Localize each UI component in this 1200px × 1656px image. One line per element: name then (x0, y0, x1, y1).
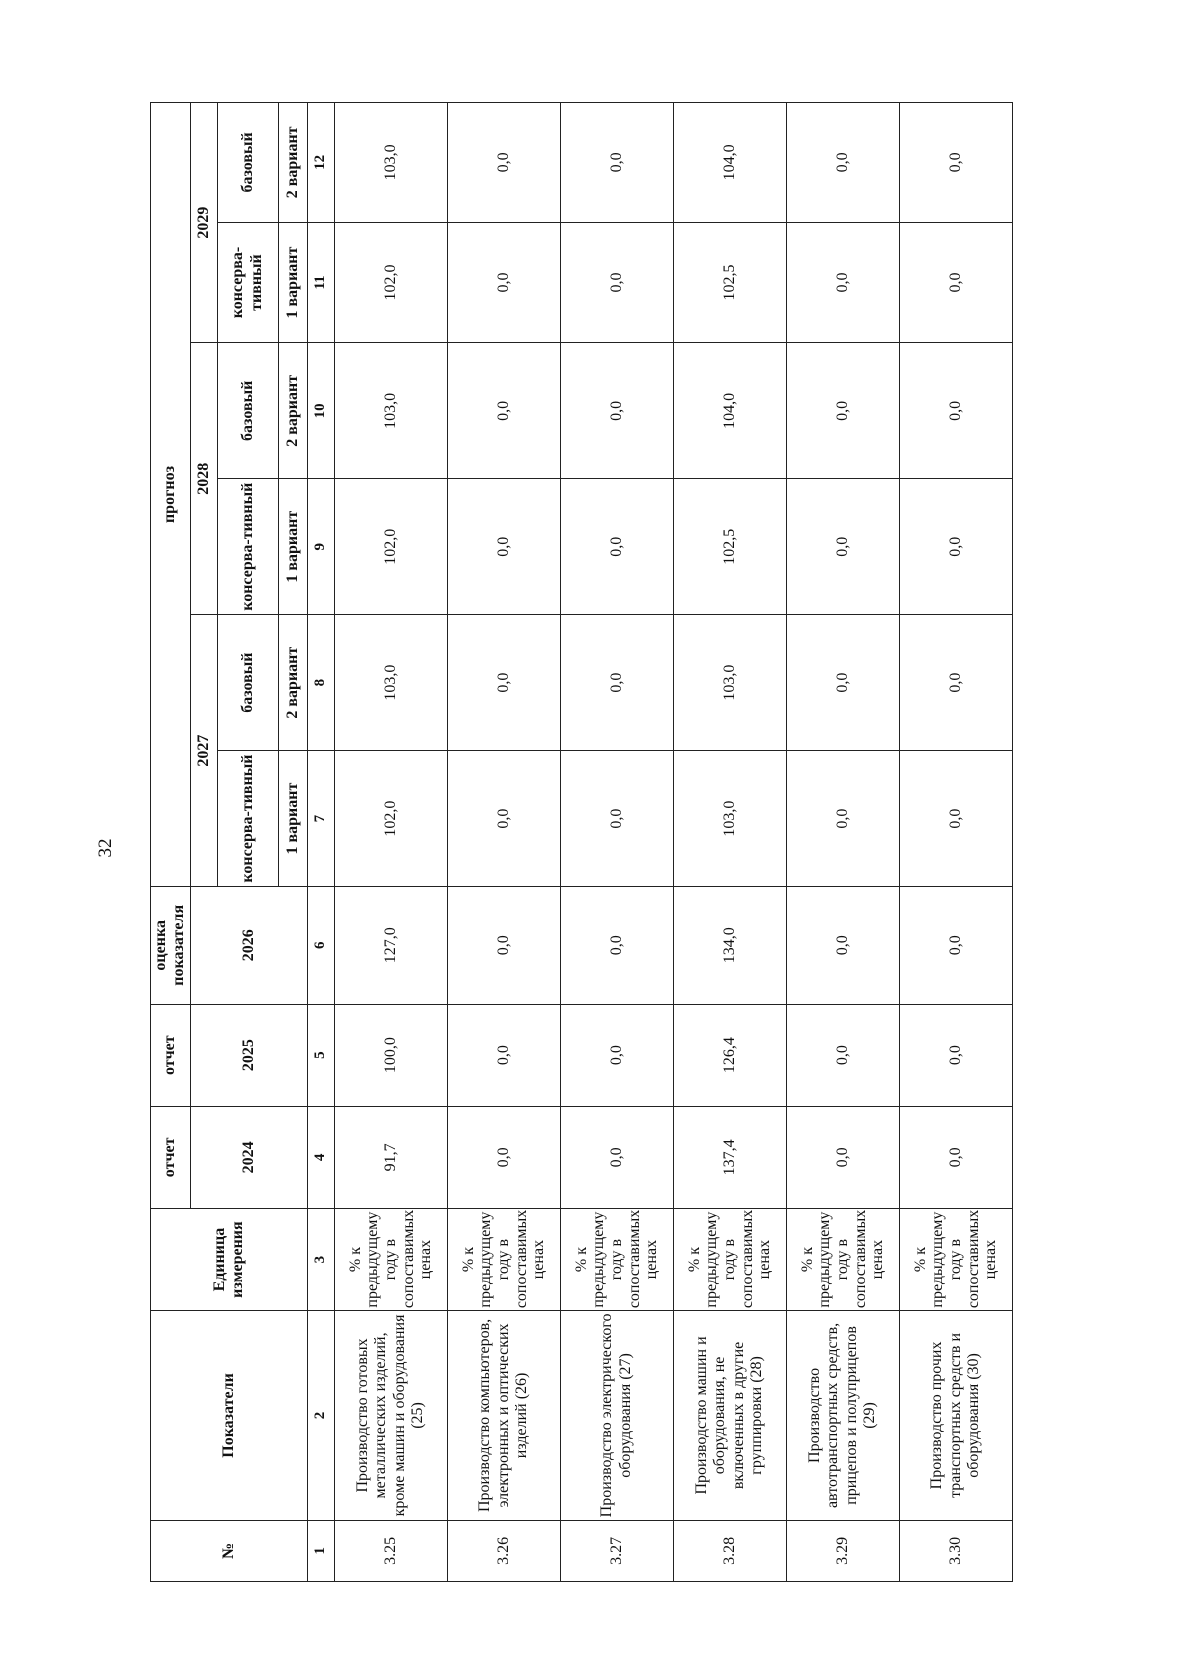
column-number: 11 (307, 222, 334, 343)
column-number-row (307, 103, 334, 1582)
indicator-name: Производство электрического оборудования (27) (560, 1311, 673, 1521)
table-row (560, 103, 673, 1582)
value-2027-base: 0,0 (899, 615, 1012, 751)
page-number: 32 (95, 838, 116, 858)
header-year-2028: 2028 (190, 343, 217, 615)
table-row (334, 103, 447, 1582)
value-2028-conservative: 0,0 (899, 479, 1012, 615)
indicator-name: Производство автотранспортных средств, прицепов и полуприцепов (29) (786, 1311, 899, 1521)
forecast-table (150, 102, 1013, 1582)
value-2027-base: 103,0 (673, 615, 786, 751)
column-number: 7 (307, 751, 334, 887)
indicator-name: Производство готовых металлических изделий, кроме машин и оборудования (25) (334, 1311, 447, 1521)
table-row (673, 103, 786, 1582)
header-year-2024: 2024 (190, 1106, 307, 1208)
header-base-2029: базовый (217, 103, 278, 223)
value-2026: 0,0 (899, 887, 1012, 1005)
value-2024: 137,4 (673, 1106, 786, 1208)
value-2026: 0,0 (447, 887, 560, 1005)
unit-cell: % к предыдущему году в сопоставимых ценах (447, 1208, 560, 1310)
unit-cell: % к предыдущему году в сопоставимых ценах (334, 1208, 447, 1310)
value-2027-base: 0,0 (786, 615, 899, 751)
unit-cell: % к предыдущему году в сопоставимых ценах (560, 1208, 673, 1310)
table-header (151, 103, 335, 1582)
header-conservative-2029: консерва-тивный (217, 222, 278, 343)
value-2027-conservative: 0,0 (786, 751, 899, 887)
column-number: 4 (307, 1106, 334, 1208)
header-no: № (151, 1520, 308, 1581)
row-number: 3.30 (899, 1520, 1012, 1581)
value-2027-base: 103,0 (334, 615, 447, 751)
value-2028-conservative: 0,0 (786, 479, 899, 615)
header-year-2025: 2025 (190, 1004, 307, 1106)
value-2029-base: 0,0 (560, 103, 673, 223)
header-year-2027: 2027 (190, 615, 217, 887)
column-number: 12 (307, 103, 334, 223)
value-2025: 100,0 (334, 1004, 447, 1106)
indicator-name: Производство прочих транспортных средств и оборудования (30) (899, 1311, 1012, 1521)
value-2028-base: 103,0 (334, 343, 447, 479)
row-number: 3.29 (786, 1520, 899, 1581)
value-2029-base: 0,0 (447, 103, 560, 223)
header-conservative-2027: консерва-тивный (217, 751, 278, 887)
value-2028-conservative: 102,0 (334, 479, 447, 615)
table-row (447, 103, 560, 1582)
row-number: 3.26 (447, 1520, 560, 1581)
value-2029-conservative: 102,5 (673, 222, 786, 343)
value-2028-base: 0,0 (560, 343, 673, 479)
indicator-name: Производство машин и оборудования, не включенных в другие группировки (28) (673, 1311, 786, 1521)
value-2026: 127,0 (334, 887, 447, 1005)
value-2025: 0,0 (786, 1004, 899, 1106)
table-row (786, 103, 899, 1582)
value-2026: 0,0 (560, 887, 673, 1005)
indicator-name: Производство компьютеров, электронных и оптических изделий (26) (447, 1311, 560, 1521)
column-number: 3 (307, 1208, 334, 1310)
value-2027-conservative: 0,0 (899, 751, 1012, 887)
value-2027-conservative: 103,0 (673, 751, 786, 887)
unit-cell: % к предыдущему году в сопоставимых ценах (899, 1208, 1012, 1310)
value-2029-conservative: 0,0 (786, 222, 899, 343)
column-number: 5 (307, 1004, 334, 1106)
header-conservative-2028: консерва-тивный (217, 479, 278, 615)
value-2025: 126,4 (673, 1004, 786, 1106)
header-report-2024: отчет (151, 1106, 191, 1208)
value-2027-conservative: 102,0 (334, 751, 447, 887)
value-2027-base: 0,0 (447, 615, 560, 751)
value-2024: 0,0 (447, 1106, 560, 1208)
header-report-2025: отчет (151, 1004, 191, 1106)
row-number: 3.25 (334, 1520, 447, 1581)
unit-cell: % к предыдущему году в сопоставимых ценах (673, 1208, 786, 1310)
value-2024: 0,0 (899, 1106, 1012, 1208)
row-number: 3.28 (673, 1520, 786, 1581)
column-number: 8 (307, 615, 334, 751)
value-2026: 0,0 (786, 887, 899, 1005)
value-2024: 0,0 (560, 1106, 673, 1208)
value-2024: 0,0 (786, 1106, 899, 1208)
value-2027-base: 0,0 (560, 615, 673, 751)
table-row (899, 103, 1012, 1582)
value-2028-base: 0,0 (786, 343, 899, 479)
value-2029-base: 103,0 (334, 103, 447, 223)
value-2028-base: 0,0 (899, 343, 1012, 479)
value-2028-base: 104,0 (673, 343, 786, 479)
value-2029-conservative: 102,0 (334, 222, 447, 343)
header-variant2-2027: 2 вариант (278, 615, 307, 751)
forecast-table-container (150, 102, 1060, 1582)
header-year-2029: 2029 (190, 103, 217, 343)
table-body (334, 103, 1012, 1582)
header-indicators: Показатели (151, 1311, 308, 1521)
value-2026: 134,0 (673, 887, 786, 1005)
row-number: 3.27 (560, 1520, 673, 1581)
value-2029-base: 0,0 (899, 103, 1012, 223)
value-2028-conservative: 102,5 (673, 479, 786, 615)
column-number: 9 (307, 479, 334, 615)
header-variant2-2028: 2 вариант (278, 343, 307, 479)
value-2025: 0,0 (560, 1004, 673, 1106)
value-2028-conservative: 0,0 (447, 479, 560, 615)
value-2029-base: 0,0 (786, 103, 899, 223)
value-2025: 0,0 (899, 1004, 1012, 1106)
column-number: 1 (307, 1520, 334, 1581)
value-2029-base: 104,0 (673, 103, 786, 223)
value-2025: 0,0 (447, 1004, 560, 1106)
value-2028-conservative: 0,0 (560, 479, 673, 615)
column-number: 2 (307, 1311, 334, 1521)
header-forecast: прогноз (151, 103, 191, 887)
value-2027-conservative: 0,0 (560, 751, 673, 887)
column-number: 10 (307, 343, 334, 479)
value-2024: 91,7 (334, 1106, 447, 1208)
column-number: 6 (307, 887, 334, 1005)
value-2029-conservative: 0,0 (899, 222, 1012, 343)
header-unit: Единица измерения (151, 1208, 308, 1310)
value-2027-conservative: 0,0 (447, 751, 560, 887)
header-base-2028: базовый (217, 343, 278, 479)
header-variant1-2029: 1 вариант (278, 222, 307, 343)
header-variant2-2029: 2 вариант (278, 103, 307, 223)
value-2029-conservative: 0,0 (560, 222, 673, 343)
unit-cell: % к предыдущему году в сопоставимых ценах (786, 1208, 899, 1310)
header-variant1-2027: 1 вариант (278, 751, 307, 887)
header-variant1-2028: 1 вариант (278, 479, 307, 615)
header-base-2027: базовый (217, 615, 278, 751)
value-2028-base: 0,0 (447, 343, 560, 479)
header-estimate: оценка показателя (151, 887, 191, 1005)
value-2029-conservative: 0,0 (447, 222, 560, 343)
header-year-2026: 2026 (190, 887, 307, 1005)
